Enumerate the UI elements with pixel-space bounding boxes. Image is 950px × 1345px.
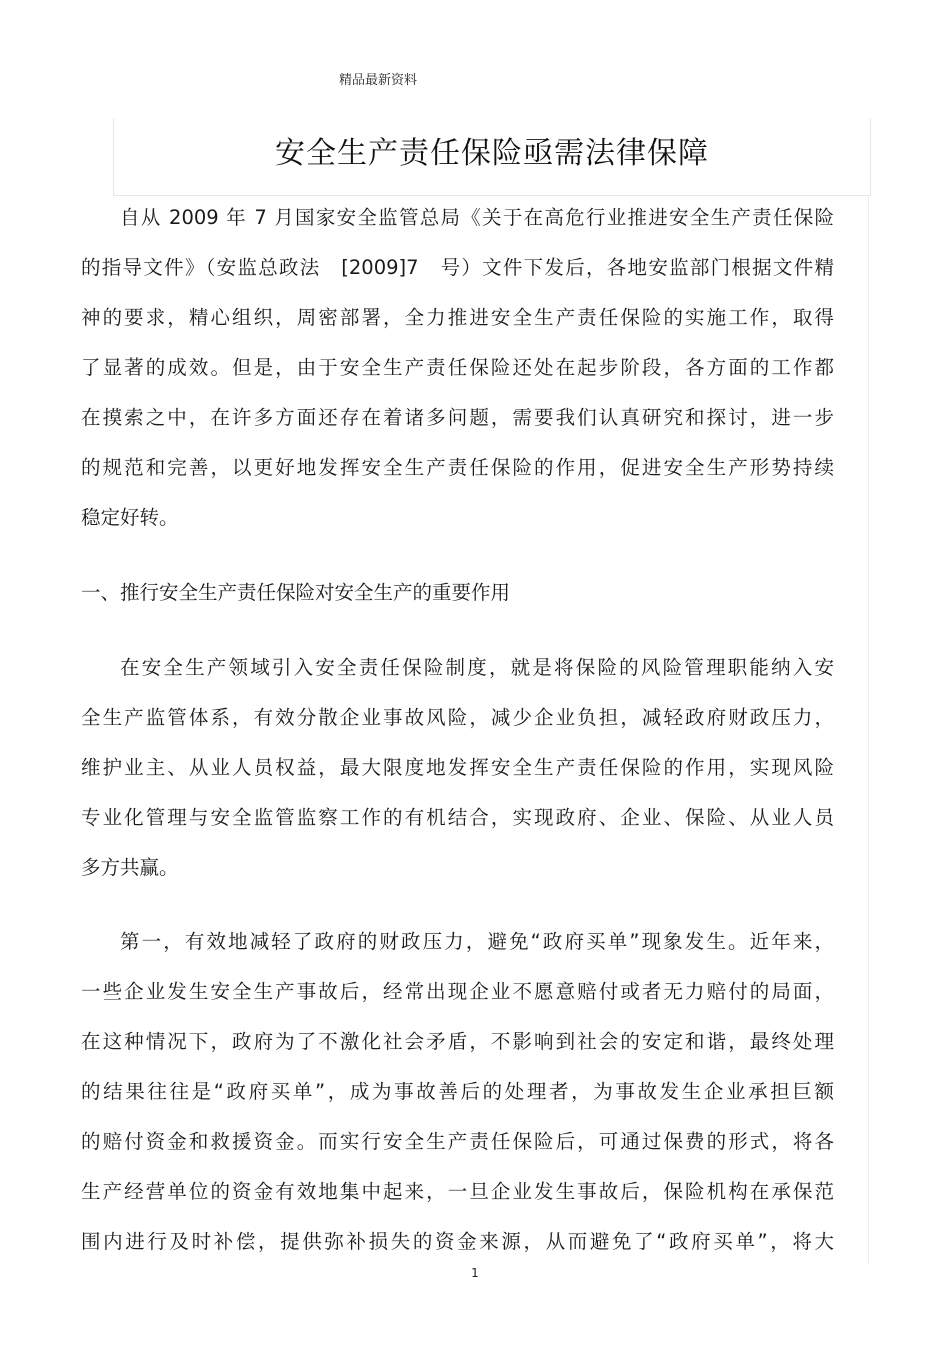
text-line: 了显著的成效。但是，由于安全生产责任保险还处在起步阶段，各方面的工作都 <box>81 356 834 379</box>
text-line: 的结果往往是“政府买单”，成为事故善后的处理者，为事故发生企业承担巨额 <box>81 1080 834 1103</box>
text-line: 的规范和完善，以更好地发挥安全生产责任保险的作用，促进安全生产形势持续 <box>81 456 834 479</box>
title-frame <box>113 118 871 196</box>
text-line: 的赔付资金和救援资金。而实行安全生产责任保险后，可通过保费的形式，将各 <box>81 1130 834 1153</box>
text-line: 维护业主、从业人员权益，最大限度地发挥安全生产责任保险的作用，实现风险 <box>81 756 834 779</box>
text-line: 全生产监管体系，有效分散企业事故风险，减少企业负担，减轻政府财政压力， <box>81 706 834 729</box>
text-line: 在安全生产领域引入安全责任保险制度，就是将保险的风险管理职能纳入安 <box>120 656 834 679</box>
text-line: 在这种情况下，政府为了不激化社会矛盾，不影响到社会的安定和谐，最终处理 <box>81 1030 834 1053</box>
text-line: 神的要求，精心组织，周密部署，全力推进安全生产责任保险的实施工作，取得 <box>81 306 834 329</box>
text-line: 的指导文件》（安监总政法 [2009]7 号）文件下发后，各地安监部门根据文件精 <box>81 256 834 279</box>
paragraph-3 <box>81 917 834 1267</box>
text-line: 专业化管理与安全监管监察工作的有机结合，实现政府、企业、保险、从业人员 <box>81 806 834 829</box>
text-line: 自从 2009 年 7 月国家安全监管总局《关于在高危行业推进安全生产责任保险 <box>120 206 834 229</box>
text-line: 在摸索之中，在许多方面还存在着诸多问题，需要我们认真研究和探讨，进一步 <box>81 406 834 429</box>
text-line: 多方共赢。 <box>81 856 179 879</box>
page-number: 1 <box>471 1266 479 1280</box>
paragraph-1 <box>81 193 834 543</box>
text-line: 稳定好转。 <box>81 506 179 529</box>
paragraph-2 <box>81 643 834 893</box>
right-rule <box>868 195 869 1265</box>
section-heading <box>81 568 834 618</box>
page-title: 安全生产责任保险亟需法律保障 <box>275 136 709 171</box>
header-note: 精品最新资料 <box>339 73 418 88</box>
text-line: 第一，有效地减轻了政府的财政压力，避免“政府买单”现象发生。近年来， <box>120 930 834 953</box>
text-line: 一些企业发生安全生产事故后，经常出现企业不愿意赔付或者无力赔付的局面， <box>81 980 834 1003</box>
text-line: 生产经营单位的资金有效地集中起来，一旦企业发生事故后，保险机构在承保范 <box>81 1180 834 1203</box>
section-heading-text: 一、推行安全生产责任保险对安全生产的重要作用 <box>81 581 511 604</box>
text-line: 围内进行及时补偿，提供弥补损失的资金来源，从而避免了“政府买单”，将大 <box>81 1230 834 1253</box>
